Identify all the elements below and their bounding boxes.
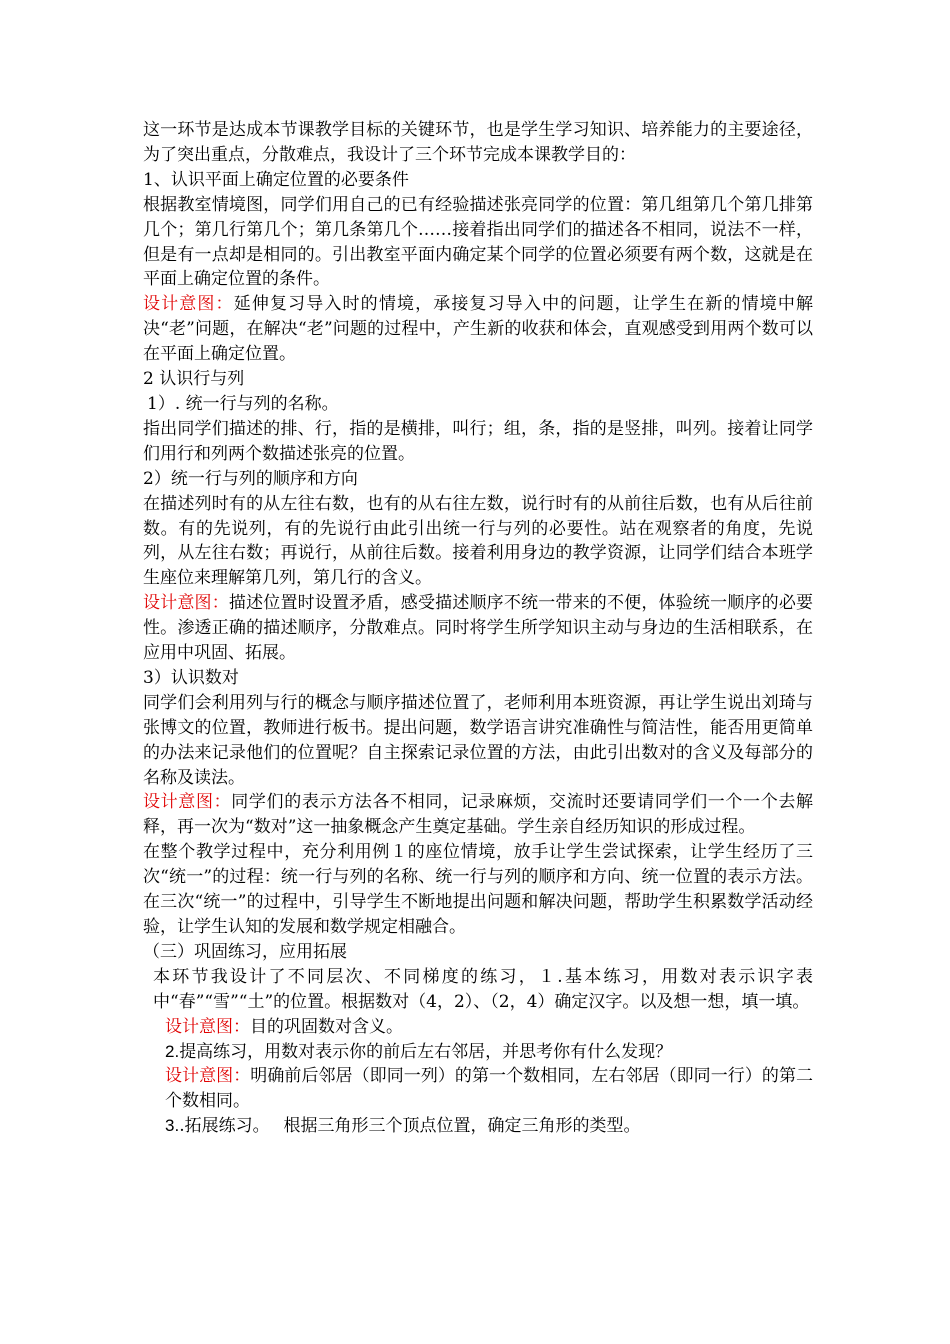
exercise-text: 提高练习，用数对表示你的前后左右邻居，并思考你有什么发现？ (179, 1041, 673, 1062)
paragraph-classroom-scene: 根据教室情境图，同学们用自己的已有经验描述张亮同学的位置：第几组第几个第几排第几个；第几行第几个；第几条第几个……接着指出同学们的描述各不相同，说法不一样，但是有一点却是相同的。引出教室平面内确定某个同学的位置必须要有两个数，这就是在平面上确定位置的条件。 (143, 194, 813, 290)
design-intent-text: 明确前后邻居（即同一列）的第一个数相同，左右邻居（即同一行）的第二个数相同。 (165, 1066, 814, 1112)
paragraph-exercises: 本环节我设计了不同层次、不同梯度的练习，１.基本练习，用数对表示识字表中“春”“雪”“土”的位置。根据数对（4，2）、（2，4）确定汉字。以及想一想，填一填。 (153, 966, 813, 1012)
design-intent-label: 设计意图： (143, 792, 232, 813)
exercise-text: .拓展练习。 根据三角形三个顶点位置，确定三角形的类型。 (179, 1116, 641, 1137)
design-intent-2 (143, 591, 813, 666)
exercise-number: 3. (165, 1116, 180, 1136)
design-intent-label: 设计意图： (143, 593, 229, 614)
subheading-2-3: 3）认识数对 (143, 667, 239, 688)
subheading-2-1: 1）. 统一行与列的名称。 (147, 393, 339, 414)
design-intent-label: 设计意图： (143, 294, 234, 315)
paragraph-summary: 在整个教学过程中，充分利用例１的座位情境，放手让学生尝试探索，让学生经历了三次“统一”的过程：统一行与列的名称、统一行与列的顺序和方向、统一位置的表示方法。在三次“统一”的过程中，引导学生不断地提出问题和解决问题，帮助学生积累数学活动经验，让学生认知的发展和数学规定相融合。 (143, 842, 813, 937)
heading-1: 1、认识平面上确定位置的必要条件 (143, 169, 409, 190)
design-intent-3 (143, 790, 813, 840)
design-intent-4 (143, 1015, 813, 1040)
paragraph-number-pairs: 同学们会利用列与行的概念与顺序描述位置了，老师利用本班资源，再让学生说出刘琦与张博文的位置，教师进行板书。提出问题，数学语言讲究准确性与简洁性，能否用更简单的办法来记录他们的位置呢？自主探索记录位置的方法，由此引出数对的含义及每部分的名称及读法。 (143, 692, 813, 788)
design-intent-label: 设计意图： (165, 1016, 250, 1037)
paragraph-row-column-names: 指出同学们描述的排、行，指的是横排，叫行；组，条，指的是竖排，叫列。接着让同学们用行和列两个数描述张亮的位置。 (143, 418, 813, 464)
exercise-3 (143, 1114, 813, 1139)
design-intent-text: 同学们的表示方法各不相同，记录麻烦，交流时还要请同学们一个一个去解释，再一次为“数对”这一抽象概念产生奠定基础。学生亲自经历知识的形成过程。 (143, 792, 814, 838)
design-intent-text: 目的巩固数对含义。 (250, 1016, 403, 1037)
heading-3: （三）巩固练习，应用拓展 (143, 941, 347, 962)
exercise-number: 2. (165, 1041, 180, 1061)
document-page (143, 118, 813, 1139)
paragraph-order-direction: 在描述列时有的从左往右数，也有的从右往左数，说行时有的从前往后数，也有从后往前数。有的先说列，有的先说行由此引出统一行与列的必要性。站在观察者的角度，先说列，从左往右数；再说行，从前往后数。接着利用身边的教学资源，让同学们结合本班学生座位来理解第几列，第几行的含义。 (143, 493, 813, 589)
design-intent-label: 设计意图： (165, 1066, 251, 1087)
intro-paragraph: 这一环节是达成本节课教学目标的关键环节，也是学生学习知识、培养能力的主要途径，为了突出重点，分散难点，我设计了三个环节完成本课教学目的： (143, 120, 813, 165)
heading-2: 2 认识行与列 (143, 369, 245, 390)
exercise-2 (143, 1040, 813, 1065)
subheading-2-2: 2）统一行与列的顺序和方向 (143, 468, 358, 489)
design-intent-1 (143, 292, 813, 367)
design-intent-text: 描述位置时设置矛盾，感受描述顺序不统一带来的不便，体验统一顺序的必要性。渗透正确的描述顺序，分散难点。同时将学生所学知识主动与身边的生活相联系，在应用中巩固、拓展。 (143, 593, 813, 664)
design-intent-5 (143, 1064, 813, 1114)
design-intent-text: 延伸复习导入时的情境，承接复习导入中的问题，让学生在新的情境中解决“老”问题，在解决“老”问题的过程中，产生新的收获和体会，直观感受到用两个数可以在平面上确定位置。 (143, 294, 814, 365)
